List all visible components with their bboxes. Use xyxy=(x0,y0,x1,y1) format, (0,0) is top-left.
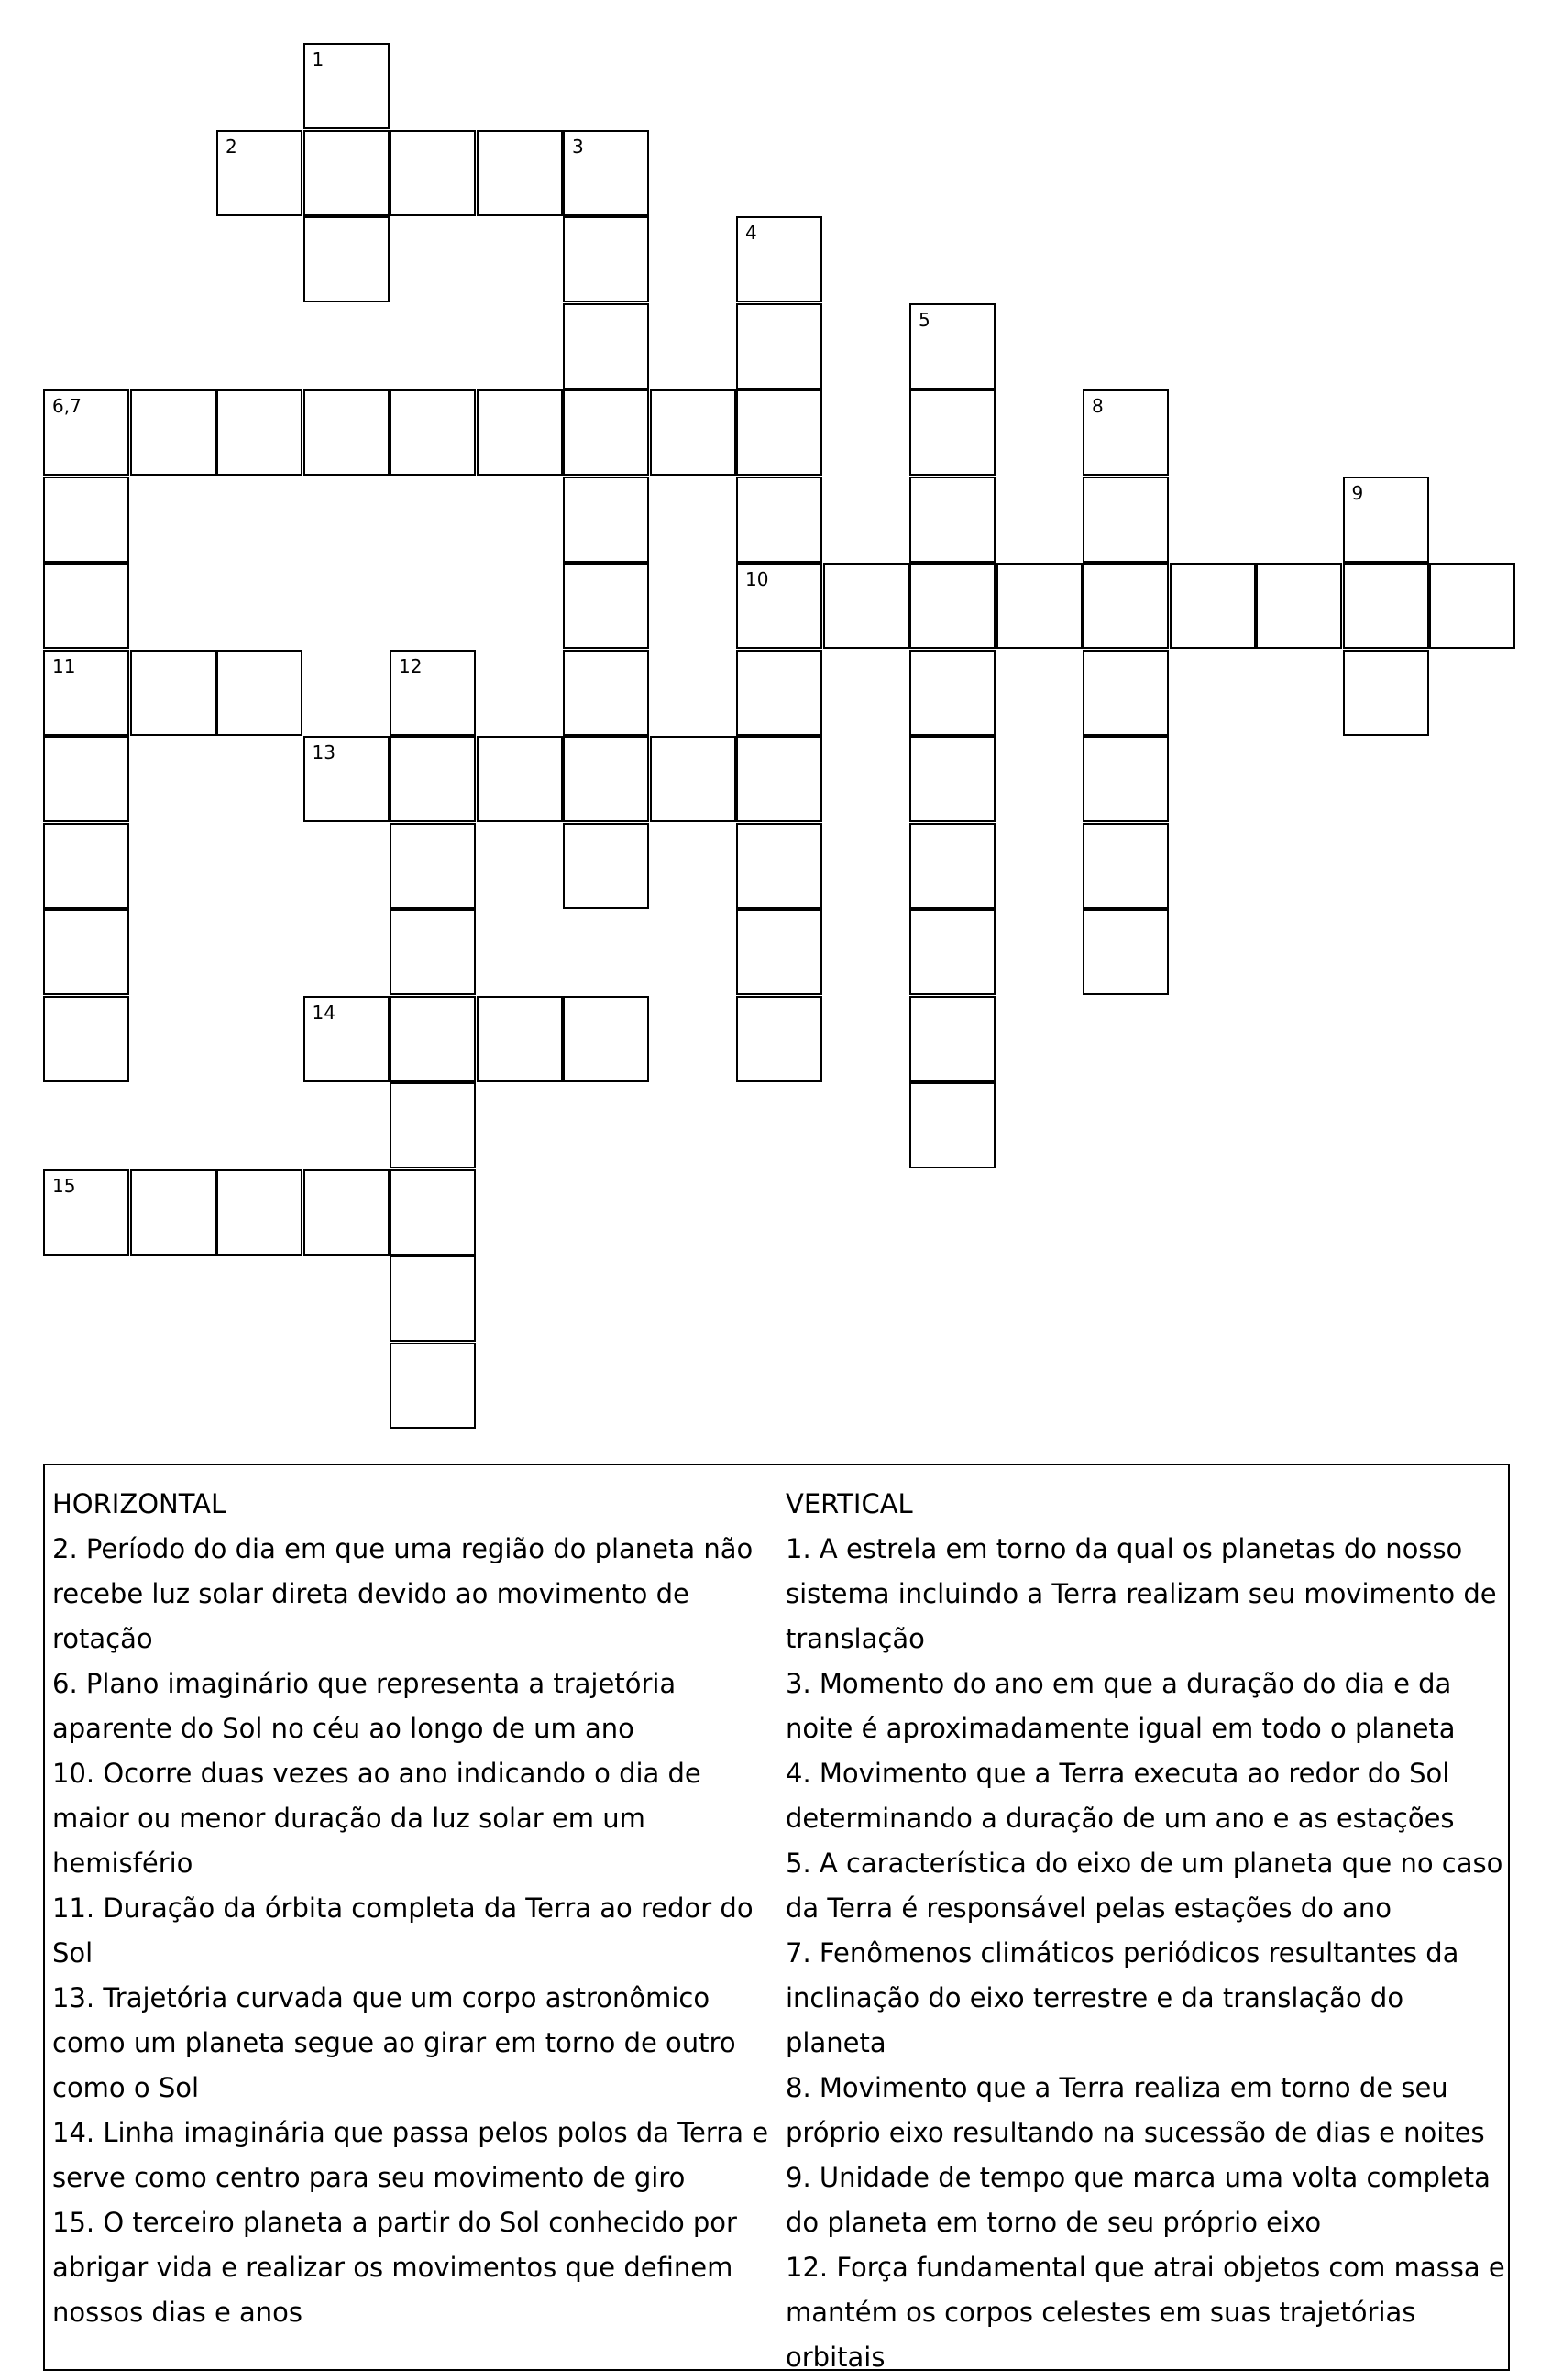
grid-cell[interactable] xyxy=(43,650,129,736)
clue-h-15: 15. O terceiro planeta a partir do Sol conhecido por abrigar vida e realizar os movimentos que definem nossos dias e anos xyxy=(52,2207,737,2328)
grid-cell[interactable] xyxy=(216,130,302,216)
grid-cell[interactable] xyxy=(303,216,390,302)
grid-cell[interactable] xyxy=(390,130,476,216)
grid-cell[interactable] xyxy=(1083,823,1169,909)
clue-v-9: 9. Unidade de tempo que marca uma volta completa do planeta em torno de seu próprio eixo xyxy=(786,2162,1490,2238)
grid-cell[interactable] xyxy=(1083,389,1169,476)
grid-cell[interactable] xyxy=(303,43,390,129)
grid-cell[interactable] xyxy=(909,996,996,1082)
grid-cell[interactable] xyxy=(390,1256,476,1342)
grid-cell[interactable] xyxy=(1083,563,1169,649)
grid-cell[interactable] xyxy=(390,823,476,909)
grid-cell[interactable] xyxy=(1343,477,1429,563)
grid-cell[interactable] xyxy=(736,823,822,909)
clue-h-11: 11. Duração da órbita completa da Terra ao redor do Sol xyxy=(52,1892,754,1969)
grid-cell[interactable] xyxy=(650,736,736,822)
clue-v-3: 3. Momento do ano em que a duração do dia e da noite é aproximadamente igual em todo o planeta xyxy=(786,1668,1456,1744)
clue-number: 5 xyxy=(918,308,930,331)
grid-cell[interactable] xyxy=(43,996,129,1082)
grid-cell[interactable] xyxy=(909,736,996,822)
grid-cell[interactable] xyxy=(130,1169,216,1256)
grid-cell[interactable] xyxy=(563,130,649,216)
grid-cell[interactable] xyxy=(43,823,129,909)
grid-cell[interactable] xyxy=(736,563,822,649)
grid-cell[interactable] xyxy=(1083,909,1169,995)
vertical-clues-column xyxy=(786,1482,1510,2380)
grid-cell[interactable] xyxy=(1256,563,1342,649)
clue-number: 15 xyxy=(52,1174,76,1197)
grid-cell[interactable] xyxy=(43,563,129,649)
grid-cell[interactable] xyxy=(563,216,649,302)
horizontal-heading: HORIZONTAL xyxy=(52,1488,226,1519)
grid-cell[interactable] xyxy=(823,563,909,649)
grid-cell[interactable] xyxy=(390,650,476,736)
grid-cell[interactable] xyxy=(909,389,996,476)
clue-v-12: 12. Força fundamental que atrai objetos com massa e mantém os corpos celestes em suas trajetórias orbitais xyxy=(786,2252,1505,2373)
clue-h-14: 14. Linha imaginária que passa pelos polos da Terra e serve como centro para seu movimento de giro xyxy=(52,2117,769,2193)
grid-cell[interactable] xyxy=(909,1082,996,1168)
grid-cell[interactable] xyxy=(909,909,996,995)
grid-cell[interactable] xyxy=(390,1082,476,1168)
clue-number: 9 xyxy=(1351,481,1364,504)
clue-v-8: 8. Movimento que a Terra realiza em torno de seu próprio eixo resultando na sucessão de dias e noites xyxy=(786,2072,1485,2148)
grid-cell[interactable] xyxy=(563,650,649,736)
clue-number: 10 xyxy=(745,568,769,590)
clue-h-2: 2. Período do dia em que uma região do planeta não recebe luz solar direta devido ao movimento de rotação xyxy=(52,1533,754,1654)
grid-cell[interactable] xyxy=(43,389,129,476)
grid-cell[interactable] xyxy=(736,216,822,302)
grid-cell[interactable] xyxy=(563,736,649,822)
grid-cell[interactable] xyxy=(563,563,649,649)
grid-cell[interactable] xyxy=(216,650,302,736)
grid-cell[interactable] xyxy=(736,389,822,476)
grid-cell[interactable] xyxy=(909,477,996,563)
grid-cell[interactable] xyxy=(563,823,649,909)
grid-cell[interactable] xyxy=(1343,650,1429,736)
grid-cell[interactable] xyxy=(303,389,390,476)
grid-cell[interactable] xyxy=(1343,563,1429,649)
grid-cell[interactable] xyxy=(390,1343,476,1429)
clue-number: 12 xyxy=(399,654,423,677)
grid-cell[interactable] xyxy=(303,130,390,216)
grid-cell[interactable] xyxy=(303,1169,390,1256)
horizontal-clues-column xyxy=(52,1482,776,2335)
grid-cell[interactable] xyxy=(390,389,476,476)
clue-v-1: 1. A estrela em torno da qual os planetas do nosso sistema incluindo a Terra realizam seu movimento de translação xyxy=(786,1533,1497,1654)
clue-number: 4 xyxy=(745,222,757,244)
clue-number: 3 xyxy=(572,135,584,158)
grid-cell[interactable] xyxy=(736,650,822,736)
clue-number: 13 xyxy=(312,741,336,763)
clue-v-4: 4. Movimento que a Terra executa ao redor do Sol determinando a duração de um ano e as estações xyxy=(786,1758,1455,1834)
clue-number: 8 xyxy=(1092,395,1104,417)
grid-cell[interactable] xyxy=(390,1169,476,1256)
grid-cell[interactable] xyxy=(43,909,129,995)
grid-cell[interactable] xyxy=(477,389,563,476)
clue-h-13: 13. Trajetória curvada que um corpo astronômico como um planeta segue ao girar em torno de outro como o Sol xyxy=(52,1982,736,2103)
grid-cell[interactable] xyxy=(390,909,476,995)
clue-v-7: 7. Fenômenos climáticos periódicos resultantes da inclinação do eixo terrestre e da translação do planeta xyxy=(786,1937,1459,2058)
grid-cell[interactable] xyxy=(1083,650,1169,736)
grid-cell[interactable] xyxy=(43,736,129,822)
clues-box xyxy=(43,1464,1510,2371)
grid-cell[interactable] xyxy=(477,996,563,1082)
grid-cell[interactable] xyxy=(216,1169,302,1256)
grid-cell[interactable] xyxy=(1170,563,1256,649)
grid-cell[interactable] xyxy=(303,736,390,822)
grid-cell[interactable] xyxy=(1083,477,1169,563)
grid-cell[interactable] xyxy=(650,389,736,476)
vertical-heading: VERTICAL xyxy=(786,1488,913,1519)
grid-cell[interactable] xyxy=(563,303,649,389)
grid-cell[interactable] xyxy=(909,563,996,649)
grid-cell[interactable] xyxy=(909,303,996,389)
clue-h-6: 6. Plano imaginário que representa a trajetória aparente do Sol no céu ao longo de um ano xyxy=(52,1668,676,1744)
grid-cell[interactable] xyxy=(736,736,822,822)
grid-cell[interactable] xyxy=(477,736,563,822)
grid-cell[interactable] xyxy=(736,303,822,389)
grid-cell[interactable] xyxy=(130,650,216,736)
clue-number: 6,7 xyxy=(52,395,82,417)
grid-cell[interactable] xyxy=(43,477,129,563)
grid-cell[interactable] xyxy=(736,996,822,1082)
grid-cell[interactable] xyxy=(1429,563,1515,649)
clue-number: 2 xyxy=(226,135,237,158)
grid-cell[interactable] xyxy=(563,477,649,563)
grid-cell[interactable] xyxy=(43,1169,129,1256)
grid-cell[interactable] xyxy=(563,996,649,1082)
grid-cell[interactable] xyxy=(130,389,216,476)
grid-cell[interactable] xyxy=(477,130,563,216)
clue-number: 1 xyxy=(312,49,324,71)
grid-cell[interactable] xyxy=(996,563,1083,649)
grid-cell[interactable] xyxy=(736,909,822,995)
grid-cell[interactable] xyxy=(736,477,822,563)
clue-h-10: 10. Ocorre duas vezes ao ano indicando o dia de maior ou menor duração da luz solar em um hemisfério xyxy=(52,1758,701,1879)
grid-cell[interactable] xyxy=(909,823,996,909)
grid-cell[interactable] xyxy=(563,389,649,476)
grid-cell[interactable] xyxy=(390,996,476,1082)
clue-v-5: 5. A característica do eixo de um planeta que no caso da Terra é responsável pelas estações do ano xyxy=(786,1848,1503,1924)
grid-cell[interactable] xyxy=(1083,736,1169,822)
clue-number: 14 xyxy=(312,1001,336,1024)
grid-cell[interactable] xyxy=(909,650,996,736)
grid-cell[interactable] xyxy=(303,996,390,1082)
grid-cell[interactable] xyxy=(216,389,302,476)
grid-cell[interactable] xyxy=(390,736,476,822)
clue-number: 11 xyxy=(52,654,76,677)
